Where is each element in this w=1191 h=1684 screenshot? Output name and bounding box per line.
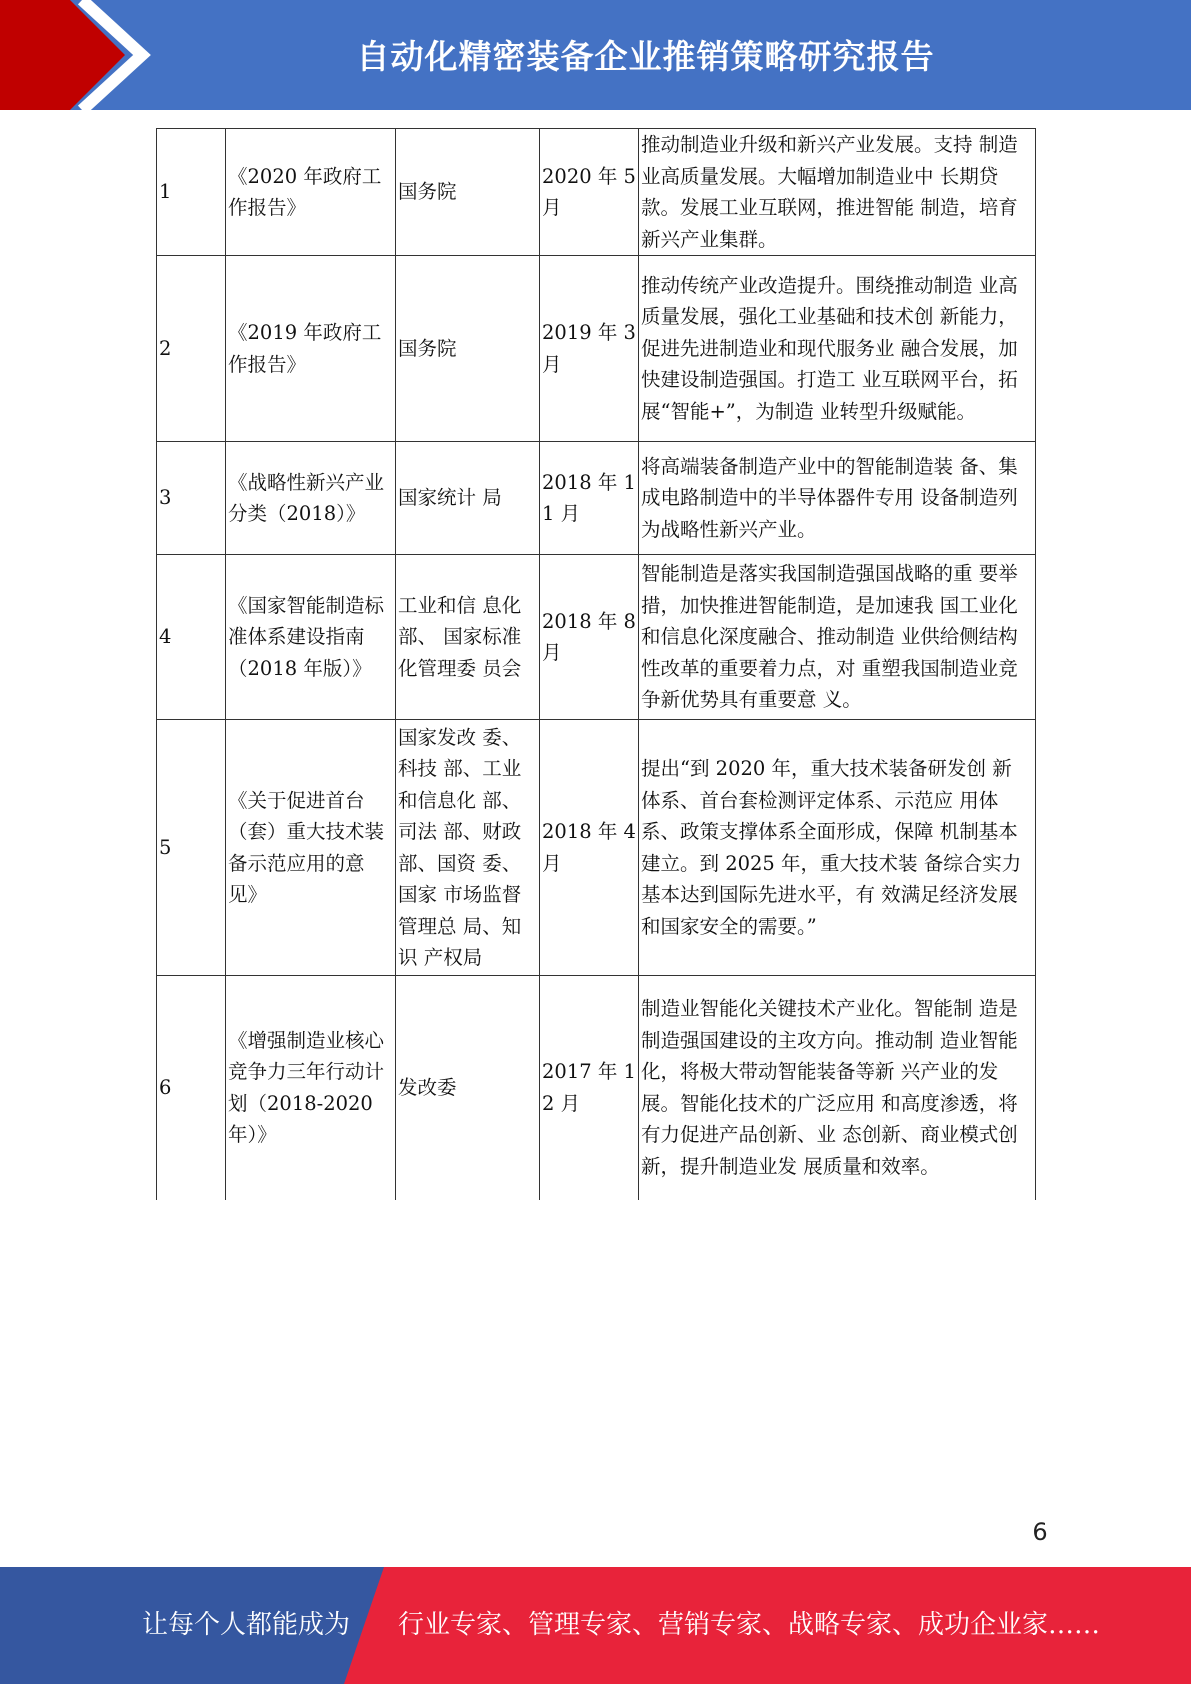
issuing-body: 国务院 — [396, 256, 540, 442]
policy-name: 《2020 年政府工作报告》 — [226, 129, 396, 256]
issuing-body: 发改委 — [396, 976, 540, 1200]
issue-date: 2018 年 8 月 — [540, 555, 639, 720]
row-number: 1 — [157, 129, 226, 256]
policy-name: 《增强制造业核心竞争力三年行动计划（2018-2020 年）》 — [226, 976, 396, 1200]
footer-slogan-left: 让每个人都能成为 — [142, 1610, 351, 1640]
row-number: 2 — [157, 256, 226, 442]
issuing-body: 国家统计 局 — [396, 442, 540, 555]
issue-date: 2017 年 12 月 — [540, 976, 639, 1200]
policy-description: 将高端装备制造产业中的智能制造装 备、集成电路制造中的半导体器件专用 设备制造列为战略性新兴产业。 — [639, 442, 1036, 555]
policy-description: 推动传统产业改造提升。围绕推动制造 业高质量发展，强化工业基础和技术创 新能力，促进先进制造业和现代服务业 融合发展，加快建设制造强国。打造工 业互联网平台，拓展“智能+”，为制造 业转型升级赋能。 — [639, 256, 1036, 442]
page-footer — [0, 1567, 1191, 1684]
policy-description: 推动制造业升级和新兴产业发展。支持 制造业高质量发展。大幅增加制造业中 长期贷款。发展工业互联网，推进智能 制造，培育新兴产业集群。 — [639, 129, 1036, 256]
issue-date: 2018 年 4 月 — [540, 720, 639, 976]
table-row — [157, 442, 1036, 555]
issuing-body: 工业和信 息化部、 国家标准化管理委 员会 — [396, 555, 540, 720]
policy-description: 提出“到 2020 年，重大技术装备研发创 新体系、首台套检测评定体系、示范应 用体系、政策支撑体系全面形成，保障 机制基本建立。到 2025 年，重大技术装 备综合实力基本达到国际先进水平，有 效满足经济发展和国家安全的需要。” — [639, 720, 1036, 976]
page-header — [0, 0, 1191, 110]
row-number: 6 — [157, 976, 226, 1200]
footer-slogan-right: 行业专家、管理专家、营销专家、战略专家、成功企业家…… — [398, 1610, 1101, 1640]
policy-name: 《国家智能制造标准体系建设指南（2018 年版）》 — [226, 555, 396, 720]
issuing-body: 国务院 — [396, 129, 540, 256]
table-row — [157, 129, 1036, 256]
page-number: 6 — [1032, 1518, 1048, 1546]
policy-name: 《战略性新兴产业分类（2018）》 — [226, 442, 396, 555]
policy-description: 智能制造是落实我国制造强国战略的重 要举措，加快推进智能制造，是加速我 国工业化和信息化深度融合、推动制造 业供给侧结构性改革的重要着力点，对 重塑我国制造业竞争新优势具有重要意 义。 — [639, 555, 1036, 720]
issue-date: 2019 年 3 月 — [540, 256, 639, 442]
table-row — [157, 256, 1036, 442]
row-number: 5 — [157, 720, 226, 976]
policy-name: 《2019 年政府工作报告》 — [226, 256, 396, 442]
table-row — [157, 720, 1036, 976]
issue-date: 2020 年 5 月 — [540, 129, 639, 256]
policy-description: 制造业智能化关键技术产业化。智能制 造是制造强国建设的主攻方向。推动制 造业智能化，将极大带动智能装备等新 兴产业的发展。智能化技术的广泛应用 和高度渗透，将有力促进产品创新、业 态创新、商业模式创新，提升制造业发 展质量和效率。 — [639, 976, 1036, 1200]
issue-date: 2018 年 11 月 — [540, 442, 639, 555]
row-number: 3 — [157, 442, 226, 555]
issuing-body: 国家发改 委、科技 部、工业和信息化 部、司法 部、财政部、国资 委、国家 市场监督管理总 局、知识 产权局 — [396, 720, 540, 976]
row-number: 4 — [157, 555, 226, 720]
table-row — [157, 555, 1036, 720]
policy-name: 《关于促进首台（套）重大技术装备示范应用的意见》 — [226, 720, 396, 976]
table-row — [157, 976, 1036, 1200]
report-title: 自动化精密装备企业推销策略研究报告 — [356, 36, 935, 76]
policy-table — [156, 128, 1036, 1200]
